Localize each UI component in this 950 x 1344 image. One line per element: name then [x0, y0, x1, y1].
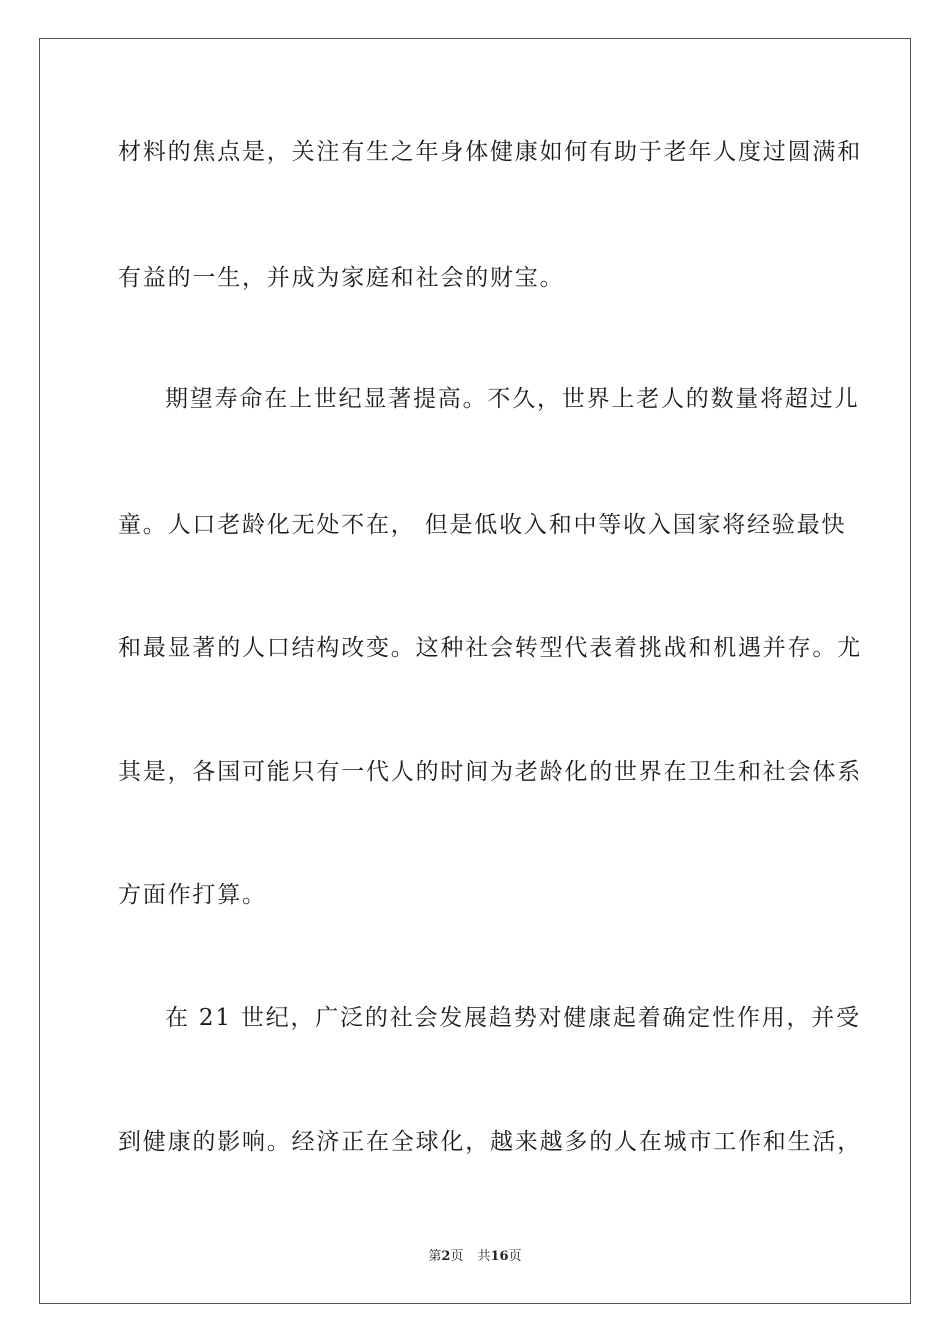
body-line-2: 有益的一生，并成为家庭和社会的财宝。: [118, 265, 565, 291]
page-prefix: 第: [428, 1249, 442, 1264]
body-line-7: 方面作打算。: [118, 882, 267, 908]
body-line-4: 童。人口老龄化无处不在， 但是低收入和中等收入国家将经验最快: [118, 512, 847, 538]
body-line-3: 期望寿命在上世纪显著提高。不久，世界上老人的数量将超过儿: [165, 386, 860, 412]
body-line-6: 其是，各国可能只有一代人的时间为老龄化的世界在卫生和社会体系: [118, 759, 862, 785]
total-suffix: 页: [508, 1249, 522, 1264]
page-footer: [0, 1248, 950, 1266]
body-line-8: 在 21 世纪，广泛的社会发展趋势对健康起着确定性作用，并受: [165, 1005, 861, 1031]
body-line-1: 材料的焦点是，关注有生之年身体健康如何有助于老年人度过圆满和: [118, 139, 862, 165]
body-line-9: 到健康的影响。经济正在全球化，越来越多的人在城市工作和生活，: [118, 1129, 862, 1155]
total-prefix: 共: [477, 1249, 491, 1264]
page-suffix: 页: [450, 1249, 464, 1264]
page-border: [39, 38, 911, 1304]
page-number: 2: [441, 1249, 451, 1264]
body-line-5: 和最显著的人口结构改变。这种社会转型代表着挑战和机遇并存。尤: [118, 635, 862, 661]
total-pages: 16: [490, 1249, 509, 1264]
